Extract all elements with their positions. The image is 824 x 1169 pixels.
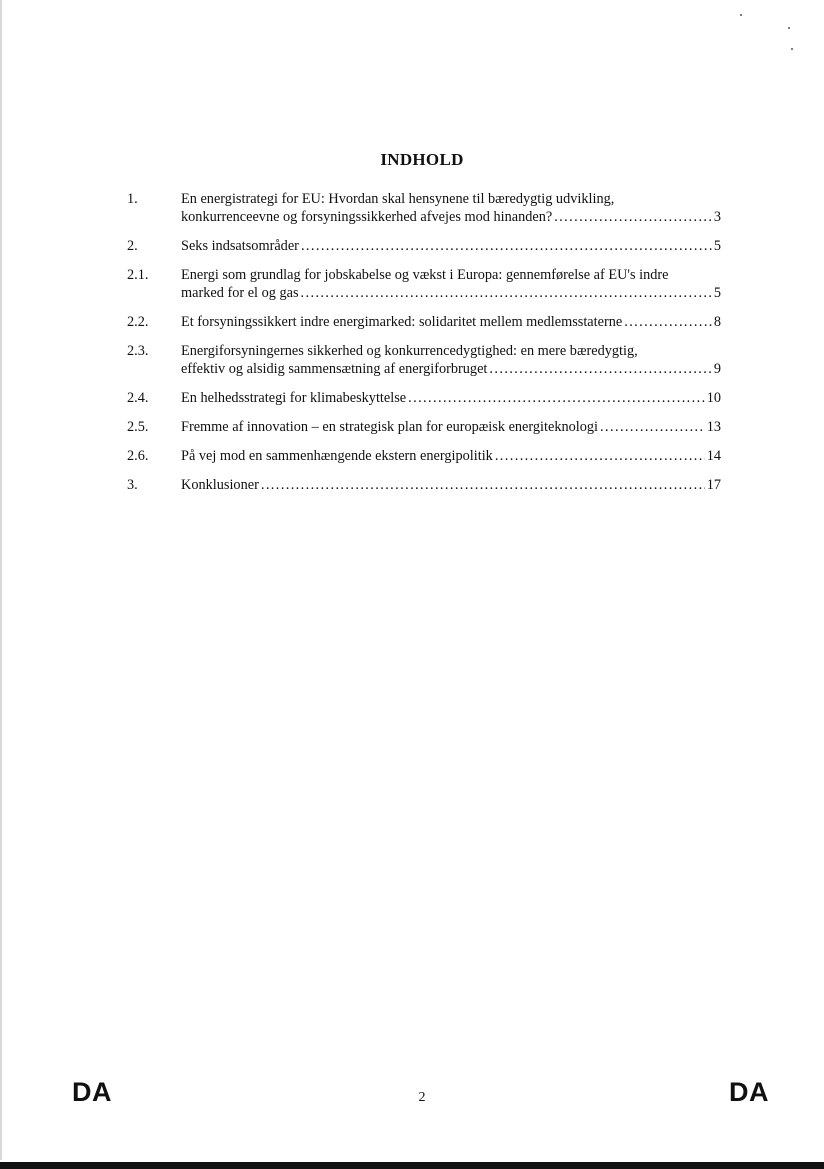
- toc-entry-page-number: 17: [706, 477, 721, 493]
- dot-leader: [261, 476, 705, 494]
- toc-entry-title: Fremme af innovation – en strategisk plan for europæisk energiteknologi: [181, 419, 599, 435]
- toc-entry[interactable]: [127, 476, 721, 494]
- dot-leader: [495, 447, 705, 465]
- toc-entry-page-number: 9: [713, 361, 721, 377]
- toc-entry-title: Konklusioner: [181, 477, 259, 493]
- scan-speck: [740, 14, 742, 16]
- scan-speck: [791, 48, 793, 50]
- toc-entry-body: [181, 476, 721, 494]
- toc-entry-number: 2.2.: [127, 314, 149, 330]
- language-code-left: DA: [72, 1077, 112, 1107]
- toc-entry-number: 2.3.: [127, 343, 149, 359]
- toc-entry-page-number: 5: [713, 285, 721, 301]
- table-of-contents: [127, 190, 721, 505]
- toc-entry-title: På vej mod en sammenhængende ekstern energipolitik: [181, 448, 493, 464]
- toc-entry-title: konkurrenceevne og forsyningssikkerhed afvejes mod hinanden?: [181, 209, 553, 225]
- toc-entry-page-number: 3: [713, 209, 721, 225]
- toc-entry-title-line: En energistrategi for EU: Hvordan skal hensynene til bæredygtig udvikling,: [181, 191, 615, 207]
- toc-title: INDHOLD: [380, 150, 464, 169]
- toc-entry-number: 2.6.: [127, 448, 149, 464]
- dot-leader: [408, 389, 705, 407]
- toc-entry-body: [181, 313, 721, 331]
- toc-entry-title: En helhedsstrategi for klimabeskyttelse: [181, 390, 407, 406]
- toc-entry[interactable]: [127, 266, 721, 302]
- page-left-edge: [0, 0, 2, 1160]
- toc-entry-title-line: Energiforsyningernes sikkerhed og konkurrencedygtighed: en mere bæredygtig,: [181, 343, 638, 359]
- toc-entry[interactable]: [127, 389, 721, 407]
- toc-entry-body: [181, 266, 721, 302]
- toc-entry-number: 2.: [127, 238, 138, 254]
- toc-entry-body: [181, 237, 721, 255]
- toc-entry[interactable]: [127, 418, 721, 436]
- toc-entry[interactable]: [127, 313, 721, 331]
- toc-entry-body: [181, 389, 721, 407]
- toc-entry-body: [181, 447, 721, 465]
- toc-entry-number: 2.5.: [127, 419, 149, 435]
- toc-entry-title: marked for el og gas: [181, 285, 299, 301]
- dot-leader: [600, 418, 705, 436]
- toc-entry-number: 2.1.: [127, 267, 149, 283]
- page-bottom-edge: [0, 1162, 824, 1169]
- toc-entry[interactable]: [127, 447, 721, 465]
- toc-entry[interactable]: [127, 342, 721, 378]
- toc-entry-page-number: 5: [713, 238, 721, 254]
- dot-leader: [301, 237, 712, 255]
- scan-speck: [788, 27, 790, 29]
- toc-entry-number: 1.: [127, 191, 138, 207]
- dot-leader: [624, 313, 712, 331]
- toc-entry-number: 3.: [127, 477, 138, 493]
- toc-entry-page-number: 14: [706, 448, 721, 464]
- toc-entry-title: Et forsyningssikkert indre energimarked: solidaritet mellem medlemsstaterne: [181, 314, 623, 330]
- toc-entry[interactable]: [127, 190, 721, 226]
- language-code-right: DA: [729, 1077, 769, 1107]
- toc-entry-page-number: 13: [706, 419, 721, 435]
- toc-entry-page-number: 8: [713, 314, 721, 330]
- toc-entry-body: [181, 418, 721, 436]
- page-number: 2: [418, 1090, 426, 1105]
- toc-entry-title-line: Energi som grundlag for jobskabelse og vækst i Europa: gennemførelse af EU's indre: [181, 267, 669, 283]
- toc-entry-number: 2.4.: [127, 390, 149, 406]
- dot-leader: [301, 284, 712, 302]
- toc-entry-title: Seks indsatsområder: [181, 238, 299, 254]
- toc-entry-body: [181, 190, 721, 226]
- toc-entry-page-number: 10: [706, 390, 721, 406]
- dot-leader: [489, 360, 711, 378]
- toc-entry-title: effektiv og alsidig sammensætning af energiforbruget: [181, 361, 488, 377]
- toc-entry[interactable]: [127, 237, 721, 255]
- toc-entry-body: [181, 342, 721, 378]
- dot-leader: [554, 208, 712, 226]
